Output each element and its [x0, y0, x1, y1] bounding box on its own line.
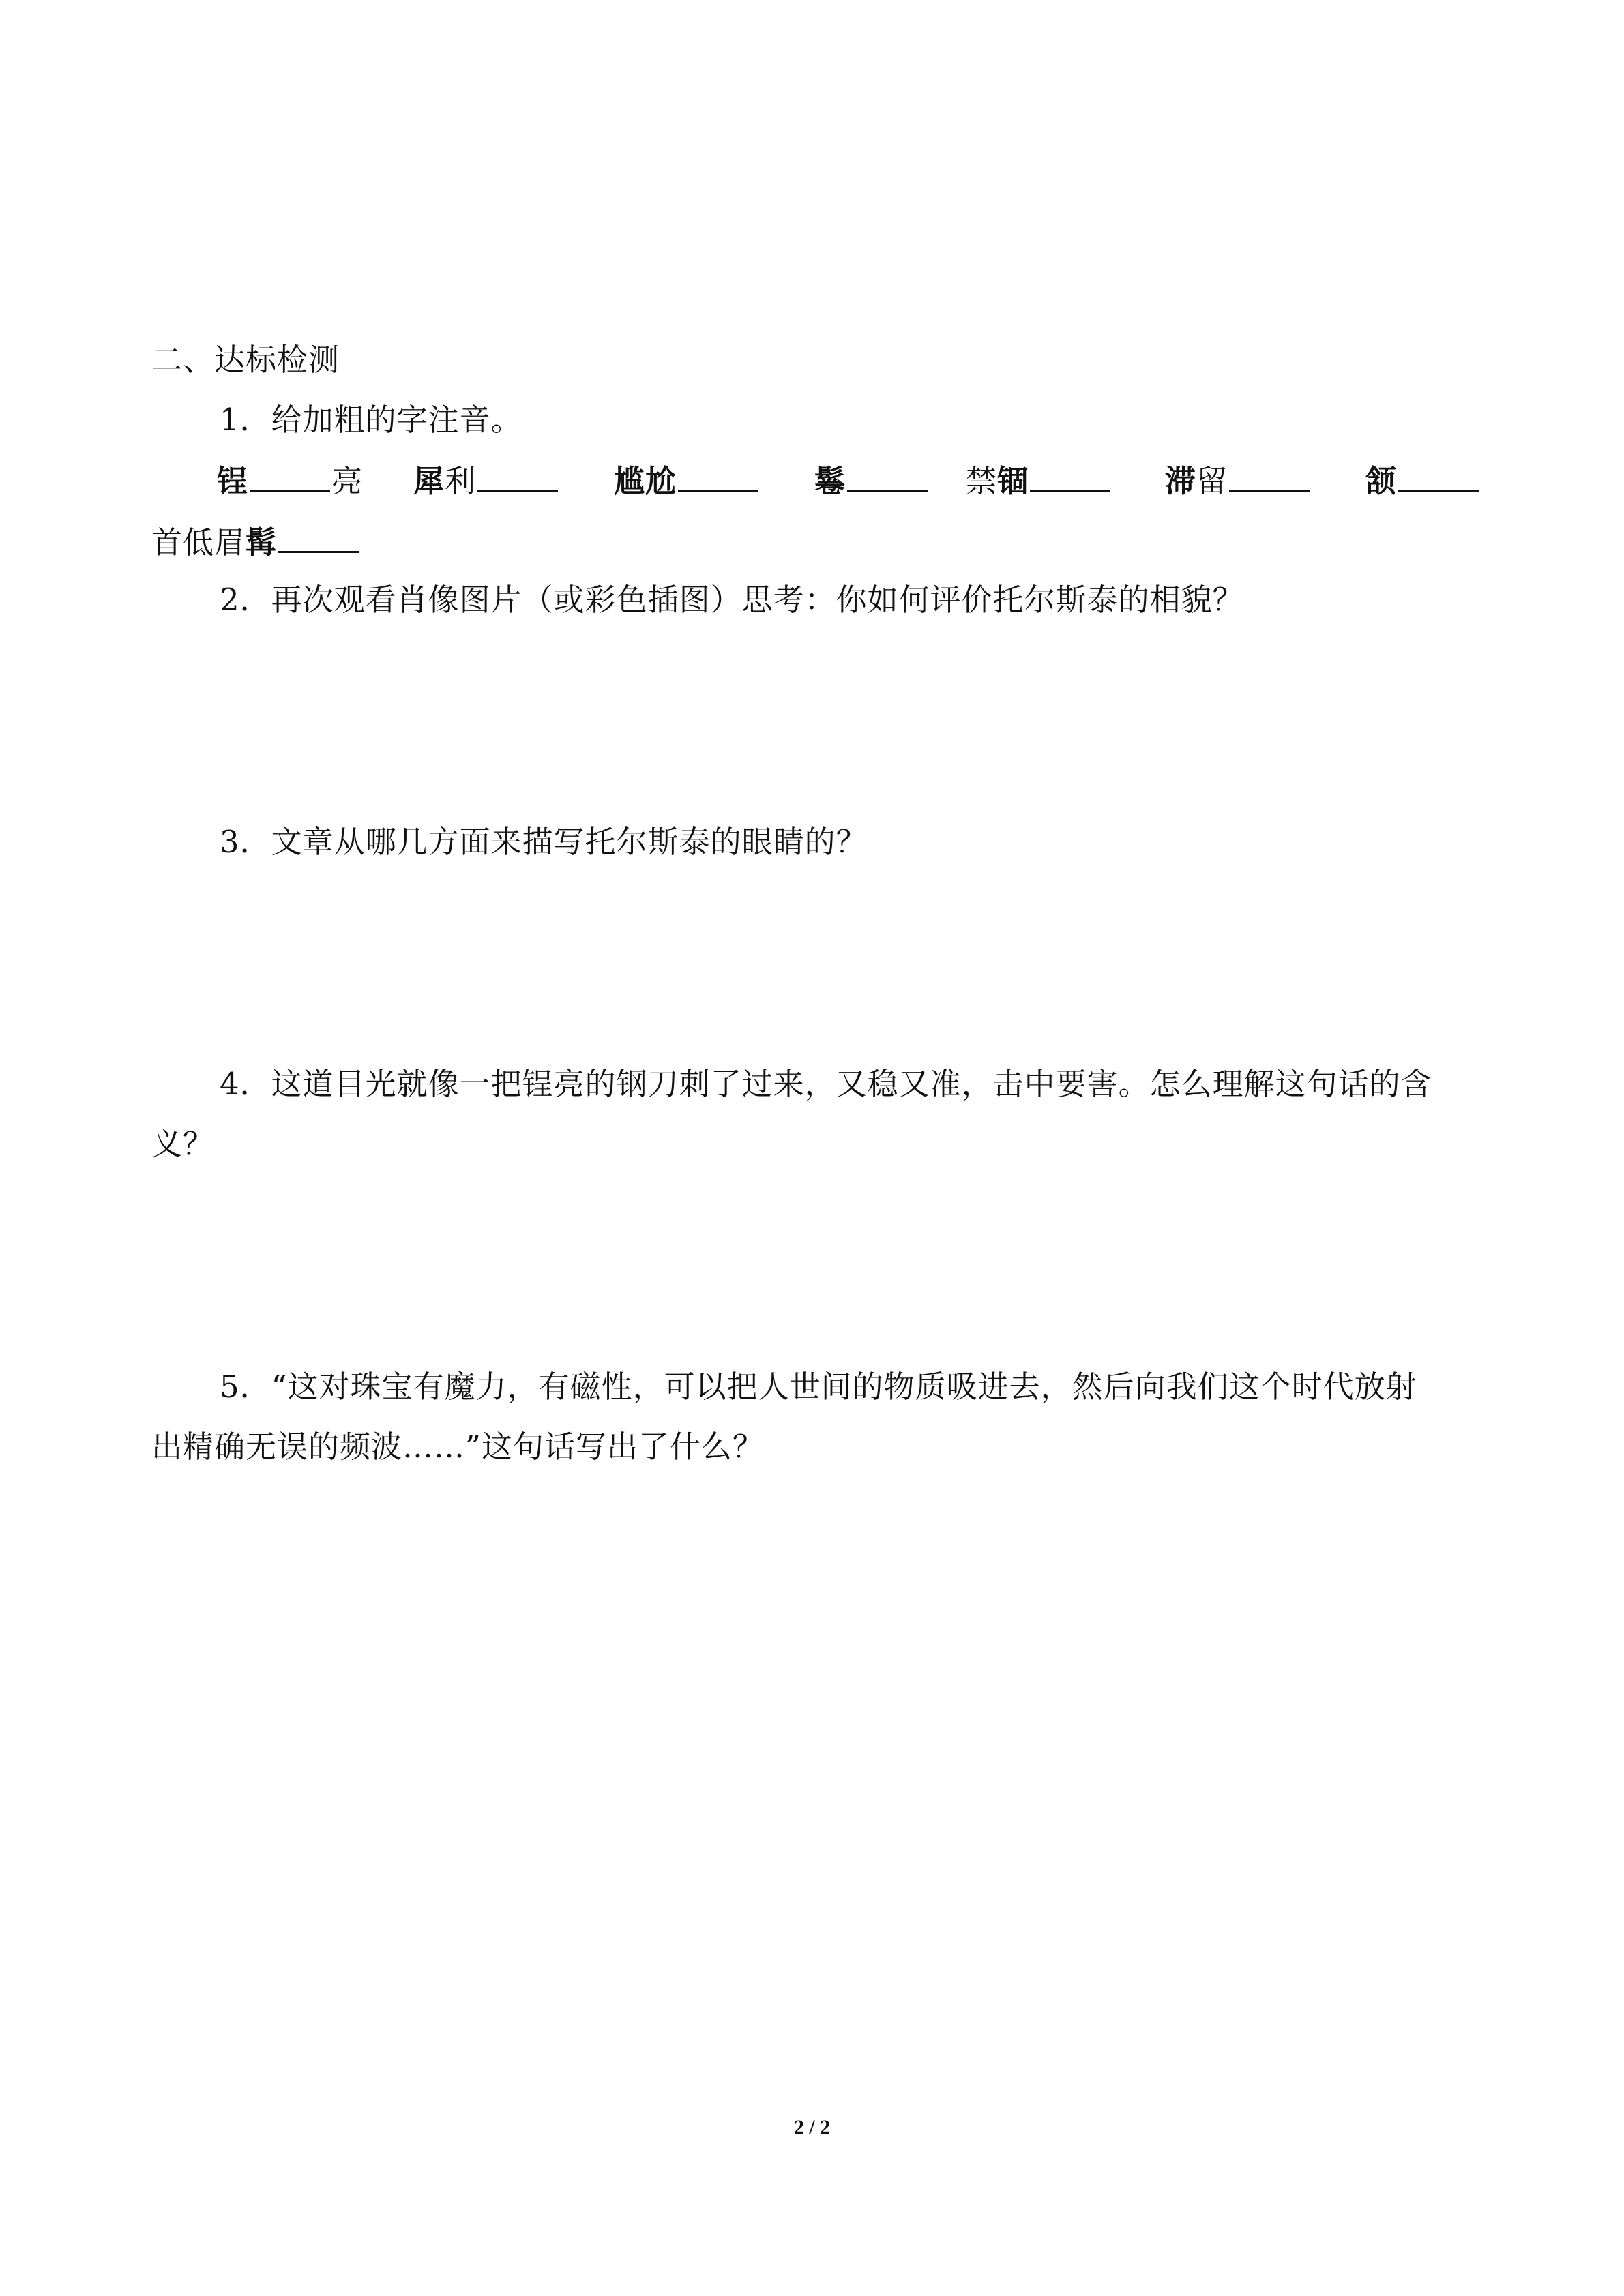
bold-char: 滞	[1165, 463, 1197, 499]
answer-blank[interactable]	[250, 458, 330, 492]
question-5-line-1: 5．“这对珠宝有魔力，有磁性，可以把人世间的物质吸进去，然后向我们这个时代放射	[220, 1369, 1417, 1405]
pinyin-item-6	[1165, 458, 1311, 502]
question-2: 2．再次观看肖像图片（或彩色插图）思考：你如何评价托尔斯泰的相貌？	[220, 582, 1244, 618]
section-title: 二、达标检测	[151, 342, 340, 378]
pinyin-item-1	[217, 458, 363, 502]
pinyin-item-4	[814, 458, 929, 502]
pinyin-item-3	[614, 458, 760, 502]
pinyin-item-7	[1365, 458, 1480, 502]
answer-blank[interactable]	[1030, 458, 1110, 492]
bold-char: 鬈	[814, 463, 846, 499]
question-4-line-1: 4．这道目光就像一把锃亮的钢刀刺了过来，又稳又准，击中要害。怎么理解这句话的含	[220, 1066, 1432, 1102]
answer-blank[interactable]	[1398, 458, 1479, 492]
pinyin-item-5	[966, 458, 1112, 502]
bold-char: 尴尬	[614, 463, 677, 499]
answer-blank[interactable]	[477, 458, 558, 492]
pinyin-item-2	[413, 458, 559, 502]
bold-char: 颔	[1365, 463, 1398, 499]
bold-char: 锢	[997, 463, 1029, 499]
question-4-line-2: 义？	[151, 1126, 215, 1162]
plain-char: 亮	[331, 463, 364, 499]
answer-blank[interactable]	[847, 458, 928, 492]
answer-blank[interactable]	[278, 520, 359, 553]
question-5-line-2: 出精确无误的频波……”这句话写出了什么？	[151, 1429, 765, 1465]
bold-char: 锃	[217, 463, 249, 499]
plain-char: 留	[1196, 463, 1228, 499]
plain-char: 首低眉	[151, 524, 246, 561]
answer-blank[interactable]	[678, 458, 758, 492]
question-3: 3．文章从哪几方面来描写托尔斯泰的眼睛的？	[220, 824, 868, 860]
bold-char: 髯	[246, 524, 278, 561]
plain-char: 禁	[966, 463, 998, 499]
plain-char: 利	[445, 463, 477, 499]
page-number: 2 / 2	[793, 2116, 831, 2138]
question-1-prompt: 1．给加粗的字注音。	[220, 402, 522, 438]
bold-char: 犀	[413, 463, 445, 499]
pinyin-row-2	[151, 520, 360, 563]
answer-blank[interactable]	[1229, 458, 1310, 492]
